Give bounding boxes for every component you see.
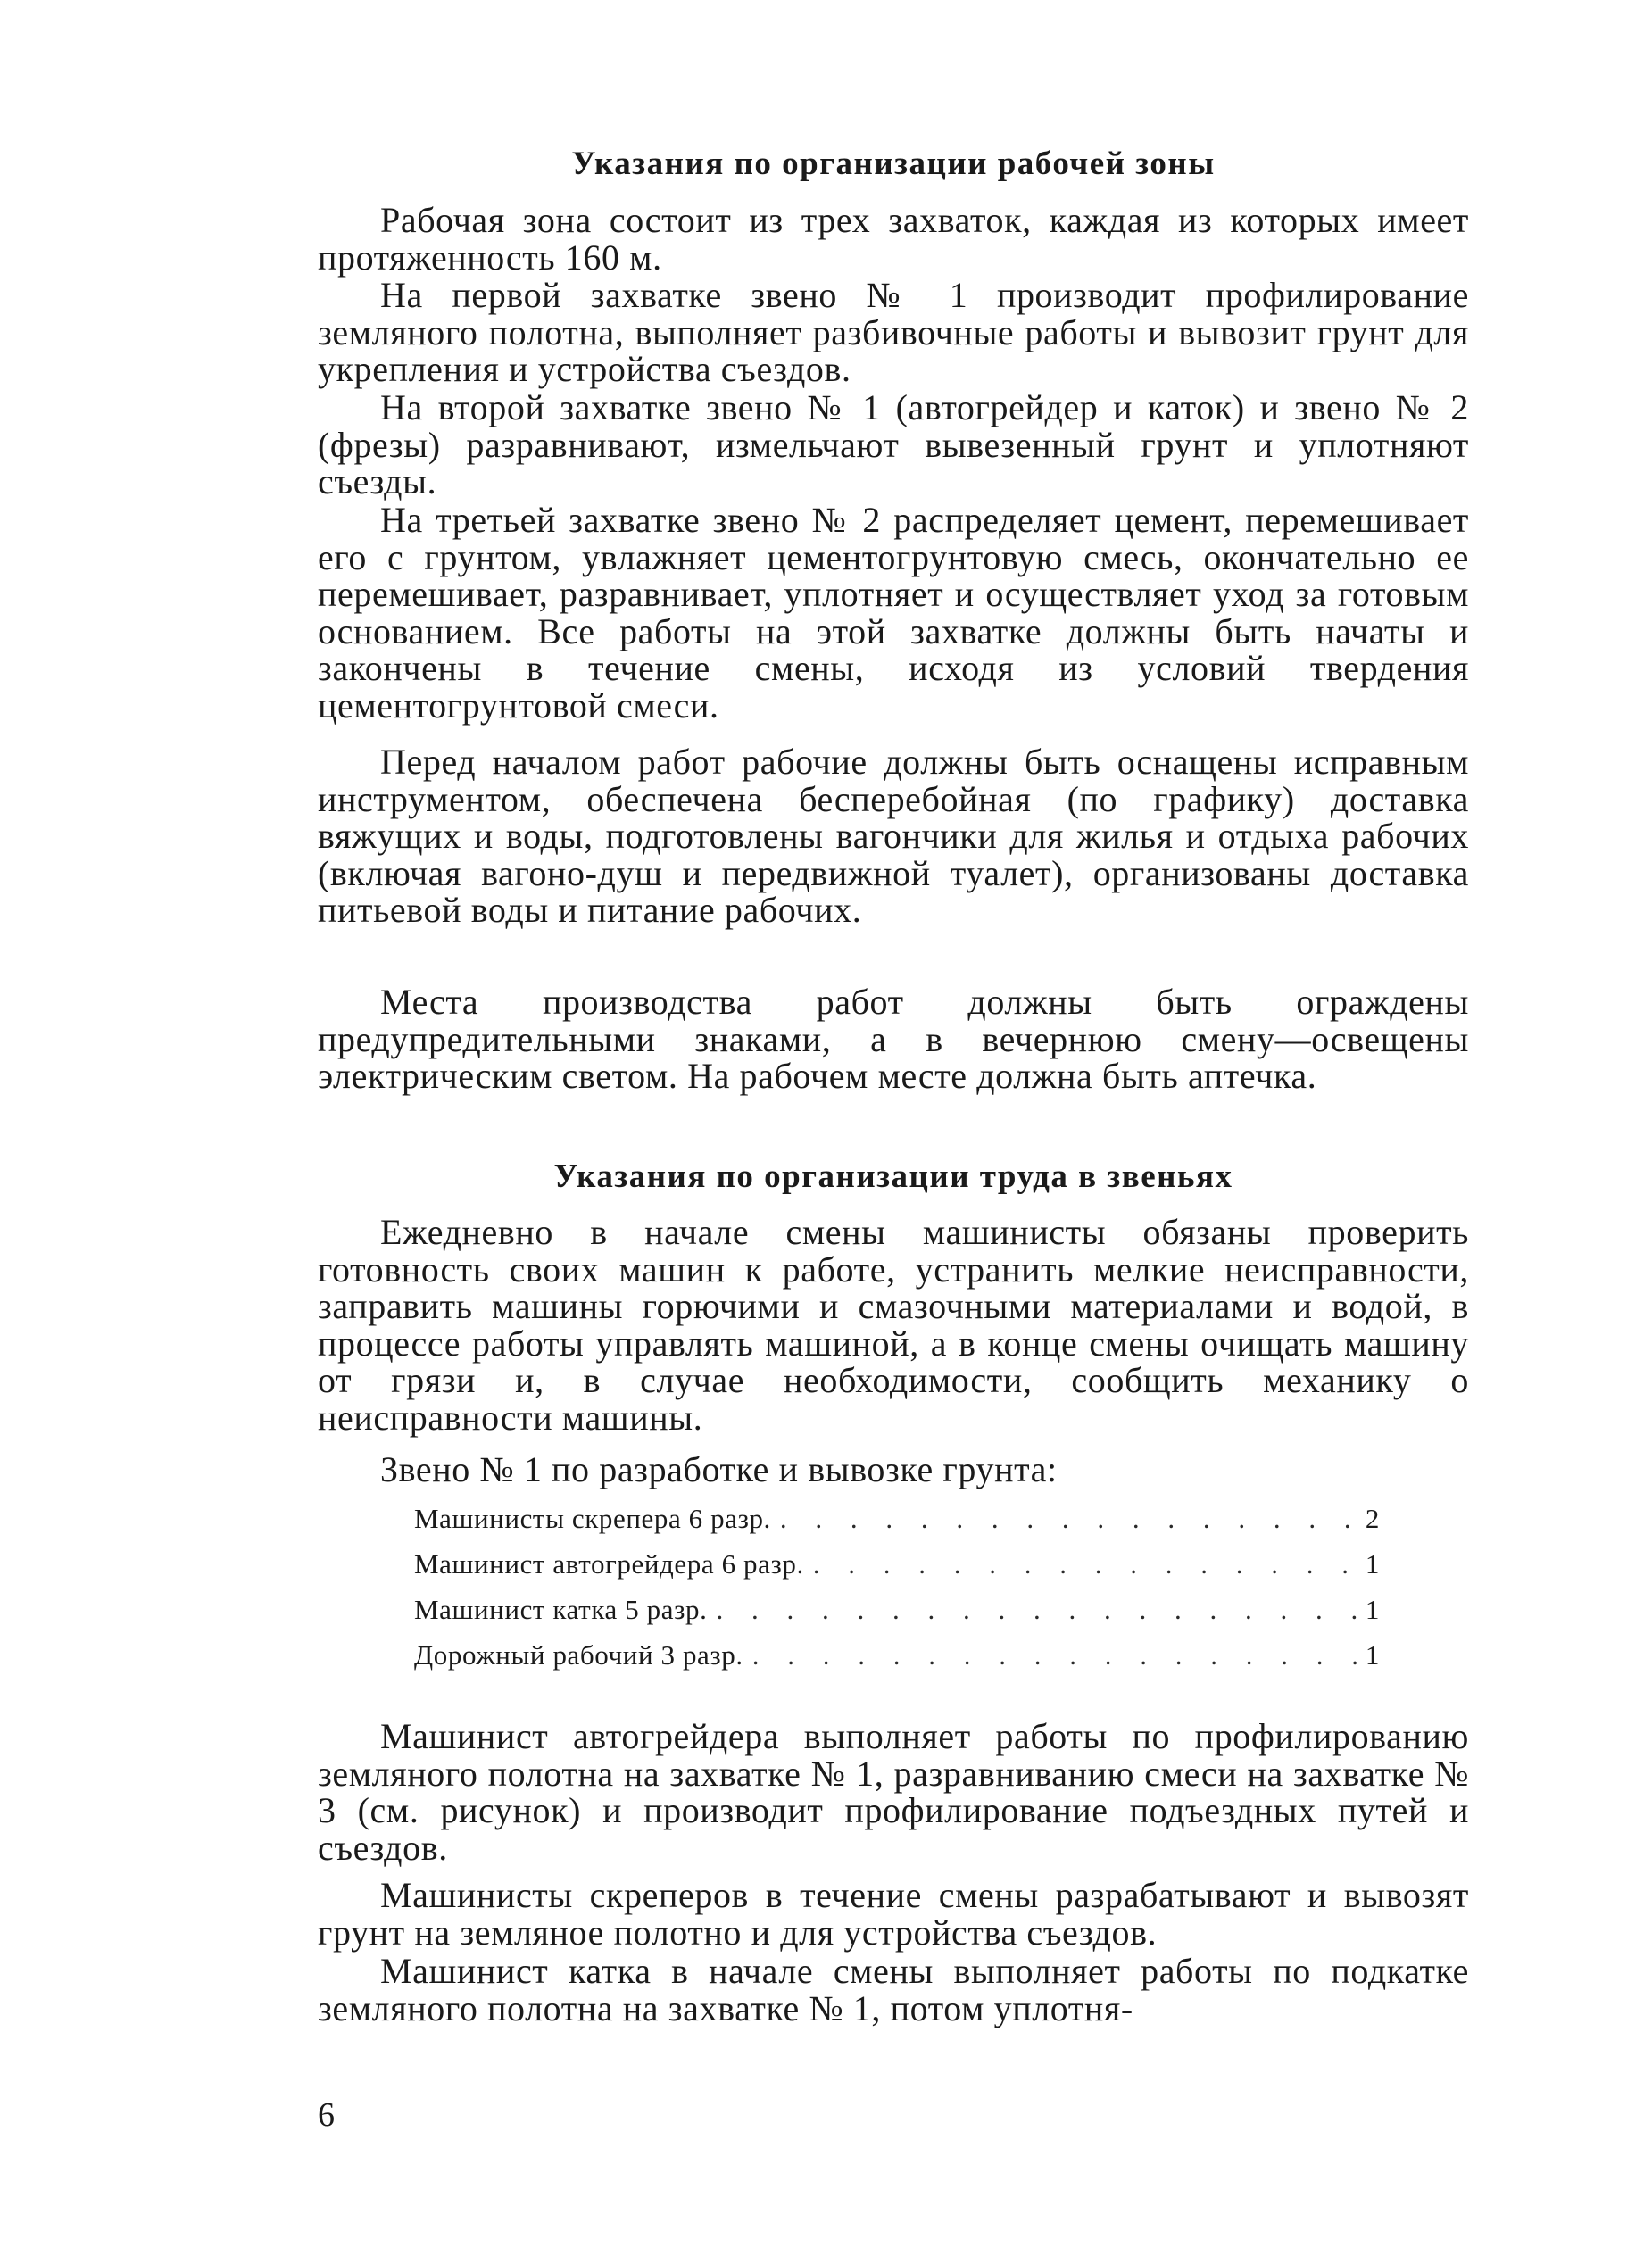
paragraph: Звено № 1 по разработке и вывозке грунта: xyxy=(380,1449,1058,1489)
staff-role: Машинисты скрепера 6 разр. xyxy=(414,1503,771,1534)
paragraph: На первой захватке звено № 1 производит профилирование земляного полотна, выполняет разбивочные работы и вывозит грунт для укрепления и устройства съездов. xyxy=(318,275,1469,390)
page-number: 6 xyxy=(318,2096,335,2134)
paragraph: Ежедневно в начале смены машинисты обязаны проверить готовность своих машин к работе, устранить мелкие неисправности, заправить машины горючими и смазочными материалами и водой, в процессе работы управлять машиной, а в конце смены очищать машину от грязи и, в случае необходимости, сообщить механику о неисправности машины. xyxy=(318,1212,1469,1438)
dot-leader xyxy=(813,1548,1357,1580)
staff-count: 1 xyxy=(1365,1594,1380,1625)
staff-role: Машинист автогрейдера 6 разр. xyxy=(414,1548,804,1580)
paragraph: На второй захватке звено № 1 (автогрейдер и каток) и звено № 2 (фрезы) разравнивают, измельчают вывезенный грунт и уплотняют съезды. xyxy=(318,387,1469,502)
section-heading-work-zone: Указания по организации рабочей зоны xyxy=(571,145,1216,182)
paragraph: Машинист катка в начале смены выполняет работы по подкатке земляного полотна на захватке № 1, потом уплотня- xyxy=(318,1951,1469,2028)
staff-count: 2 xyxy=(1365,1503,1380,1534)
staff-row xyxy=(414,1639,1380,1685)
staff-count: 1 xyxy=(1365,1639,1380,1671)
dot-leader xyxy=(752,1639,1357,1671)
paragraph: Машинисты скреперов в течение смены разрабатывают и вывозят грунт на земляное полотно и для устройства съездов. xyxy=(318,1875,1469,1953)
dot-leader xyxy=(716,1594,1356,1626)
staff-count: 1 xyxy=(1365,1548,1380,1580)
section-heading-labor: Указания по организации труда в звеньях xyxy=(553,1158,1233,1195)
staff-role: Дорожный рабочий 3 разр. xyxy=(414,1639,743,1671)
staff-row xyxy=(414,1548,1380,1594)
paragraph: На третьей захватке звено № 2 распределяет цемент, перемешивает его с грунтом, увлажняет цементогрунтовую смесь, окончательно ее перемешивает, разравнивает, уплотняет и осуществляет уход за готовым основанием. Все работы на этой захватке должны быть начаты и закончены в течение смены, исходя из условий твердения цементогрунтовой смеси. xyxy=(318,500,1469,726)
paragraph: Рабочая зона состоит из трех захваток, каждая из которых имеет протяженность 160 м. xyxy=(318,200,1469,278)
dot-leader xyxy=(780,1503,1357,1535)
staff-row xyxy=(414,1503,1380,1548)
paragraph: Перед началом работ рабочие должны быть оснащены исправным инструментом, обеспечена бесперебойная (по графику) доставка вяжущих и воды, подготовлены вагончики для жилья и отдыха рабочих (включая вагоно-душ и передвижной туалет), организованы доставка питьевой воды и питание рабочих. xyxy=(318,742,1469,931)
paragraph: Места производства работ должны быть ограждены предупредительными знаками, а в вечернюю смену—освещены электрическим светом. На рабочем месте должна быть аптечка. xyxy=(318,982,1469,1097)
staff-row xyxy=(414,1594,1380,1639)
paragraph: Машинист автогрейдера выполняет работы по профилированию земляного полотна на захватке № 1, разравниванию смеси на захватке № 3 (см. рисунок) и производит профилирование подъездных путей и съездов. xyxy=(318,1716,1469,1868)
staff-list xyxy=(414,1503,1380,1685)
staff-role: Машинист катка 5 разр. xyxy=(414,1594,708,1625)
